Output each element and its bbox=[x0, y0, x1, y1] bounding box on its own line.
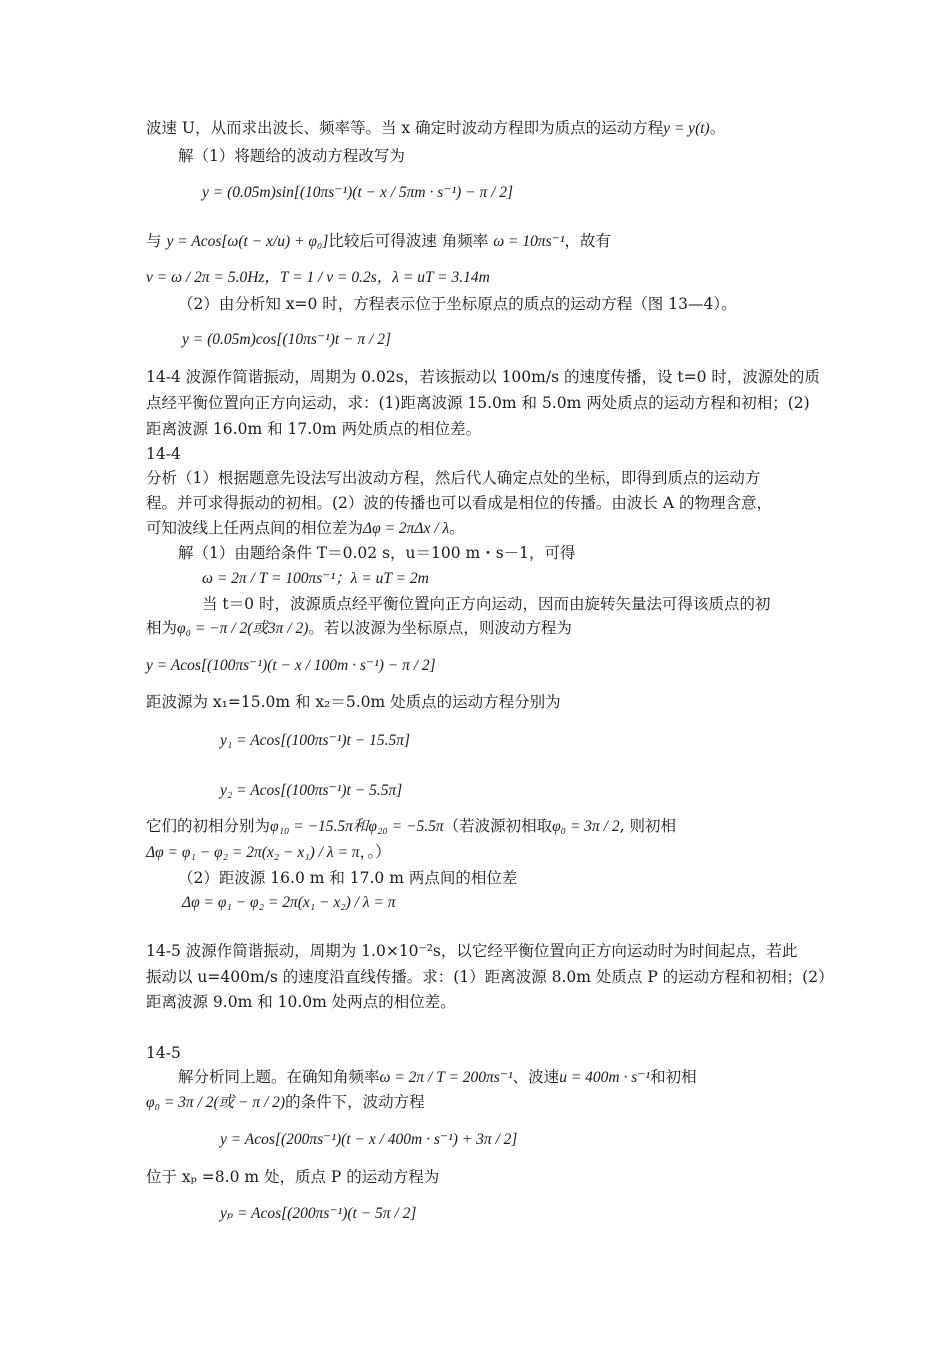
section-number: 14-5 bbox=[146, 1044, 181, 1062]
inline-equation: φ₀ = 3π / 2(或 − π / 2) bbox=[146, 1094, 286, 1111]
inline-equation: u = 400m · s⁻¹ bbox=[559, 1069, 651, 1086]
text-line: 振动以 u=400m/s 的速度沿直线传播。求：(1）距离波源 8.0m 处质点 P 的运动方程和初相；(2） bbox=[146, 968, 834, 986]
equation: y = (0.05m)cos[(10πs⁻¹)t − π / 2] bbox=[182, 331, 391, 348]
text-line: 当 t＝0 时，波源质点经平衡位置向正方向运动，因而由旋转矢量法可得该质点的初 bbox=[202, 595, 771, 613]
text-line: 相为φ₀ = −π / 2(或3π / 2)。若以波源为坐标原点，则波动方程为 bbox=[146, 619, 572, 637]
text-line: 距波源为 x₁=15.0m 和 x₂＝5.0m 处质点的运动方程分别为 bbox=[146, 693, 561, 711]
inline-equation: Δφ = 2πΔx / λ bbox=[363, 520, 450, 537]
inline-equation: y = y(t) bbox=[663, 120, 710, 137]
equation: y = Acos[(100πs⁻¹)(t − x / 100m · s⁻¹) − π / 2] bbox=[146, 657, 436, 674]
text-line: 程。并可求得振动的初相。(2）波的传播也可以看成是相位的传播。由波长 A 的物理含意， bbox=[146, 494, 772, 512]
equation: y₁ = Acos[(100πs⁻¹)t − 15.5π] bbox=[220, 732, 410, 749]
inline-equation: φ₀ = −π / 2(或3π / 2) bbox=[177, 620, 309, 637]
text-line: 距离波源 9.0m 和 10.0m 处两点的相位差。 bbox=[146, 993, 456, 1011]
text-line: 解分析同上题。在确知角频率ω = 2π / T = 200πs⁻¹、波速u = 400m · s⁻¹和初相 bbox=[178, 1068, 697, 1086]
equation: y = (0.05m)sin[(10πs⁻¹)(t − x / 5πm · s⁻¹) − π / 2] bbox=[202, 184, 514, 201]
text-line: 分析（1）根据题意先设法写出波动方程，然后代人确定点处的坐标，即得到质点的运动方 bbox=[146, 469, 761, 487]
inline-equation: Δφ = φ₁ − φ₂ = 2π(x₂ − x₁) / λ = π bbox=[146, 844, 360, 861]
inline-equation: φ₁₀ = −15.5π和φ₂₀ = −5.5π bbox=[270, 818, 444, 835]
text-line: Δφ = φ₁ − φ₂ = 2π(x₂ − x₁) / λ = π，。） bbox=[146, 843, 391, 861]
section-number: 14-4 bbox=[146, 445, 181, 463]
equation: y₂ = Acos[(100πs⁻¹)t − 5.5π] bbox=[220, 782, 403, 799]
inline-equation: y = Acos[ω(t − x/u) + φ₀] bbox=[166, 233, 329, 250]
equation: Δφ = φ₁ − φ₂ = 2π(x₁ − x₂) / λ = π bbox=[182, 894, 396, 911]
text-line: 与 y = Acos[ω(t − x/u) + φ₀]比较后可得波速 角频率 ω = 10πs⁻¹，故有 bbox=[146, 232, 612, 250]
inline-equation: ω = 2π / T = 200πs⁻¹ bbox=[379, 1069, 513, 1086]
text-line: 可知波线上任两点间的相位差为Δφ = 2πΔx / λ。 bbox=[146, 519, 465, 537]
text-line: 点经平衡位置向正方向运动，求：(1)距离波源 15.0m 和 5.0m 两处质点的运动方程和初相；(2) bbox=[146, 394, 810, 412]
equation: ω = 2π / T = 100πs⁻¹；λ = uT = 2m bbox=[202, 570, 429, 587]
text-line: （2）由分析知 x=0 时，方程表示位于坐标原点的质点的运动方程（图 13—4）。 bbox=[178, 295, 737, 313]
text-line: （2）距波源 16.0 m 和 17.0 m 两点间的相位差 bbox=[178, 869, 518, 887]
text-line: φ₀ = 3π / 2(或 − π / 2)的条件下，波动方程 bbox=[146, 1093, 425, 1111]
text-line: 位于 xₚ =8.0 m 处，质点 P 的运动方程为 bbox=[146, 1168, 440, 1186]
equation: y = Acos[(200πs⁻¹)(t − x / 400m · s⁻¹) + 3π / 2] bbox=[220, 1131, 518, 1148]
equation: yₚ = Acos[(200πs⁻¹)(t − 5π / 2] bbox=[220, 1205, 417, 1222]
inline-equation: φ₀ = 3π / 2 bbox=[552, 818, 620, 835]
text-line: 波速 U，从而求出波长、频率等。当 x 确定时波动方程即为质点的运动方程y = y(t)。 bbox=[146, 119, 726, 137]
text-line: 解（1）将题给的波动方程改写为 bbox=[178, 147, 405, 165]
text-line: 距离波源 16.0m 和 17.0m 两处质点的相位差。 bbox=[146, 420, 482, 438]
text-line: 14-5 波源作简谐振动，周期为 1.0×10⁻²s，以它经平衡位置向正方向运动时为时间起点，若此 bbox=[146, 942, 798, 960]
equation: ν = ω / 2π = 5.0Hz，T = 1 / ν = 0.2s，λ = uT = 3.14m bbox=[146, 269, 490, 286]
text-line: 解（1）由题给条件 T＝0.02 s，u＝100 m・s－1，可得 bbox=[178, 544, 576, 562]
text-line: 14-4 波源作简谐振动，周期为 0.02s，若该振动以 100m/s 的速度传播，设 t=0 时，波源处的质 bbox=[146, 368, 820, 386]
inline-equation: ω = 10πs⁻¹ bbox=[493, 233, 565, 250]
text-line: 它们的初相分别为φ₁₀ = −15.5π和φ₂₀ = −5.5π（若波源初相取φ₀ = 3π / 2, 则初相 bbox=[146, 817, 676, 835]
